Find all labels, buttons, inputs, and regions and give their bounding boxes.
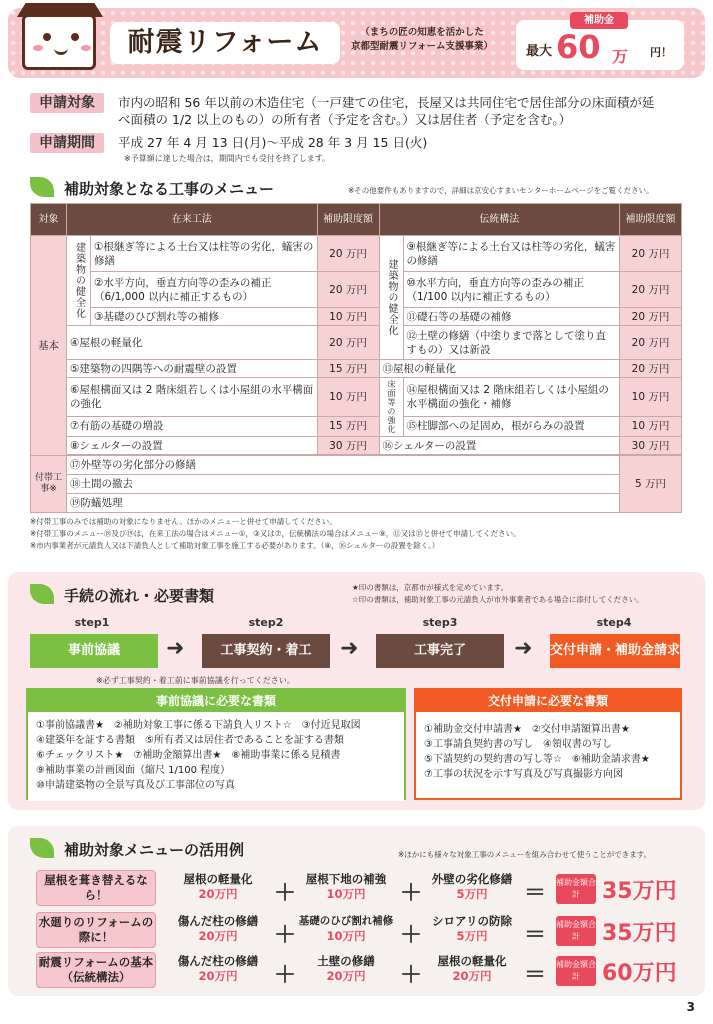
menu-item: ②水平方向，垂直方向等の歪みの補正（6/1,000 以内に補正するもの） bbox=[91, 272, 318, 308]
step3-box: 工事完了 bbox=[376, 634, 504, 668]
examples-heading: 補助対象メニューの活用例 bbox=[64, 841, 245, 859]
max-label: 最大 bbox=[526, 44, 553, 59]
col-target: 対象 bbox=[31, 204, 67, 236]
example-item: 基礎のひび割れ補修 10万円 bbox=[298, 915, 394, 943]
page-subtitle: （まちの匠の知恵を活かした 京都型耐震リフォーム支援事業） bbox=[350, 27, 494, 52]
example-item: 屋根の軽量化 20万円 bbox=[437, 954, 507, 983]
category-additional: 付帯工事※ bbox=[31, 456, 67, 513]
plus-icon: ＋ bbox=[400, 881, 423, 906]
period-note: ※予算額に達した場合は，期間内でも受付を終了します。 bbox=[124, 154, 331, 163]
plus-icon: ＋ bbox=[274, 881, 297, 906]
category-basic: 基本 bbox=[31, 236, 67, 456]
pre-docs-list bbox=[28, 712, 404, 801]
list-item: ⑥チェックリスト★ ⑦補助金額算出書★ ⑧補助事業に係る見積書 bbox=[36, 750, 341, 761]
menu-item: ③基礎のひび割れ等の補修 bbox=[91, 308, 318, 326]
menu-item: ⑩水平方向，垂直方向等の歪みの補正（1/100 以内に補正するもの） bbox=[403, 272, 620, 308]
plus-icon: ＋ bbox=[400, 923, 423, 948]
example-item: 傷んだ柱の修繕 20万円 bbox=[177, 914, 259, 943]
examples-note: ※ほかにも様々な対象工事のメニューを組み合わせて使うことができます。 bbox=[398, 850, 652, 859]
flow-heading: 手続の流れ・必要書類 bbox=[64, 587, 215, 605]
example-tag: 耐震リフォームの基本（伝統構法） bbox=[36, 952, 156, 988]
sub-dento: 建築物の健全化 bbox=[379, 236, 403, 360]
equals-icon: ＝ bbox=[524, 923, 547, 948]
menu-amount: 20 万円 bbox=[317, 236, 379, 272]
arrow-icon: ➜ bbox=[514, 636, 533, 661]
equals-icon: ＝ bbox=[524, 881, 547, 906]
page-title: 耐震リフォーム bbox=[110, 22, 340, 64]
menu-amount: 20 万円 bbox=[620, 326, 682, 360]
target-text: 市内の昭和 56 年以前の木造住宅（一戸建ての住宅，長屋又は共同住宅で居住部分の床面積が延 べ面積の 1/2 以上のもの）の所有者（予定を含む。）又は居住者（予定を含む。） bbox=[118, 95, 655, 127]
col-dento: 伝統構法 bbox=[379, 204, 620, 236]
app-docs-heading: 交付申請に必要な書類 bbox=[416, 690, 680, 712]
pre-docs-box bbox=[26, 688, 406, 800]
menu-item: ⑲防蟻処理 bbox=[67, 494, 620, 513]
menu-item: ⑱土間の撤去 bbox=[67, 475, 620, 494]
menu-amount: 20 万円 bbox=[620, 360, 682, 378]
menu-item: ①根継ぎ等による土台又は柱等の劣化，蟻害の修繕 bbox=[91, 236, 318, 272]
step-label: step3 bbox=[422, 616, 458, 629]
arrow-icon: ➜ bbox=[166, 636, 185, 661]
menu-item: ⑫土壁の修繕（中塗りまで落として塗り直すもの）又は新設 bbox=[403, 326, 620, 360]
list-item: ①事前協議書★ ②補助対象工事に係る下請負人リスト☆ ③付近見取図 bbox=[36, 720, 361, 731]
sub-dento-2: 床面等の強化 bbox=[379, 378, 403, 437]
example-total: 35万円 bbox=[602, 879, 677, 904]
app-docs-list bbox=[416, 712, 680, 790]
menu-amount: 20 万円 bbox=[620, 236, 682, 272]
plus-icon: ＋ bbox=[274, 963, 297, 988]
example-item: 傷んだ柱の修繕 20万円 bbox=[177, 954, 259, 983]
example-total: 35万円 bbox=[602, 921, 677, 946]
flow-note-1: ★印の書類は，京都市が様式を定めています。 bbox=[352, 583, 509, 592]
list-item: ①補助金交付申請書★ ②交付申請額算出書★ bbox=[424, 724, 630, 735]
period-label: 申請期間 bbox=[30, 133, 104, 153]
menu-item: ⑥屋根構面又は 2 階床組若しくは小屋組の水平構面の強化 bbox=[67, 378, 318, 417]
step-label: step1 bbox=[74, 616, 110, 629]
menu-amount: 10 万円 bbox=[620, 416, 682, 436]
menu-item: ⑭屋根構面又は 2 階床組若しくは小屋組の水平構面の強化・補修 bbox=[403, 378, 620, 417]
house-mascot-icon bbox=[22, 14, 96, 70]
period-text: 平成 27 年 4 月 13 日(月)～平成 28 年 3 月 15 日(火) bbox=[118, 135, 428, 150]
col-zairai: 在来工法 bbox=[67, 204, 318, 236]
menu-amount: 5 万円 bbox=[620, 456, 682, 513]
menu-item: ⑨根継ぎ等による土台又は柱等の劣化，蟻害の修繕 bbox=[403, 236, 620, 272]
list-item: ⑦工事の状況を示す写真及び写真撮影方向図 bbox=[424, 769, 623, 780]
page-number: 3 bbox=[686, 1000, 695, 1014]
menu-amount: 15 万円 bbox=[317, 416, 379, 436]
step-note: ※必ず工事契約・着工前に事前協議を行ってください。 bbox=[96, 676, 295, 685]
menu-footnote-2: ※付帯工事のメニュー⑱及び⑲は，在来工法の場合はメニュー①，③又は⑦，伝統構法の場合はメニュー⑨，⑪又は⑮と併せて申請してください。 bbox=[30, 529, 521, 538]
list-item: ④建築年を証する書類 ⑤所有者又は居住者であることを証する書類 bbox=[36, 735, 344, 746]
menu-amount: 20 万円 bbox=[317, 326, 379, 360]
menu-footnote-1: ※付帯工事のみでは補助の対象になりません。ほかのメニューと併せて申請してください。 bbox=[30, 517, 337, 526]
arrow-icon: ➜ bbox=[340, 636, 359, 661]
app-docs-box bbox=[414, 688, 682, 800]
list-item: ⑩申請建築物の全景写真及び工事部位の写真 bbox=[36, 780, 235, 791]
menu-amount: 30 万円 bbox=[317, 437, 379, 455]
menu-table bbox=[30, 203, 682, 513]
menu-amount: 30 万円 bbox=[620, 437, 682, 455]
total-badge: 補助金額合計 bbox=[556, 956, 596, 986]
menu-item: ⑦有筋の基礎の増設 bbox=[67, 416, 318, 436]
subsidy-badge: 補助金 bbox=[570, 12, 628, 29]
menu-item: ④屋根の軽量化 bbox=[67, 326, 318, 360]
menu-amount: 20 万円 bbox=[620, 272, 682, 308]
menu-item: ⑮柱脚部への足固め，根がらみの設置 bbox=[403, 416, 620, 436]
menu-item: ⑤建築物の四隅等への耐震壁の設置 bbox=[67, 360, 318, 378]
menu-amount: 20 万円 bbox=[620, 308, 682, 326]
total-badge: 補助金額合計 bbox=[556, 916, 596, 946]
example-item: 屋根の軽量化 20万円 bbox=[183, 872, 253, 901]
list-item: ⑨補助事業の計画図面（縮尺 1/100 程度） bbox=[36, 765, 231, 776]
step-label: step2 bbox=[248, 616, 284, 629]
target-label: 申請対象 bbox=[30, 93, 104, 113]
menu-item: ⑯シェルターの設置 bbox=[379, 437, 620, 455]
menu-amount: 15 万円 bbox=[317, 360, 379, 378]
menu-heading-note: ※その他要件もありますので，詳細は京安心すまいセンターホームページをご覧ください。 bbox=[348, 186, 654, 195]
menu-footnote-3: ※市内事業者が元請負人又は下請負人として補助対象工事を施工する必要があります。（⑧，⑯シェルターの設置を除く。） bbox=[30, 541, 440, 550]
step2-box: 工事契約・着工 bbox=[202, 634, 330, 668]
menu-item: ⑰外壁等の劣化部分の修繕 bbox=[67, 456, 620, 475]
max-amount: 60 bbox=[556, 28, 601, 66]
menu-amount: 10 万円 bbox=[620, 378, 682, 417]
example-total: 60万円 bbox=[602, 961, 677, 986]
max-unit: 万 bbox=[612, 47, 629, 66]
menu-item: ⑬屋根の軽量化 bbox=[379, 360, 620, 378]
step1-box: 事前協議 bbox=[30, 634, 158, 668]
example-item: シロアリの防除 5万円 bbox=[431, 914, 513, 943]
col-limit: 補助限度額 bbox=[317, 204, 379, 236]
example-tag: 屋根を葺き替えるなら！ bbox=[36, 870, 156, 906]
example-item: 土壁の修繕 20万円 bbox=[317, 954, 375, 983]
col-limit-2: 補助限度額 bbox=[620, 204, 682, 236]
menu-amount: 10 万円 bbox=[317, 308, 379, 326]
equals-icon: ＝ bbox=[524, 963, 547, 988]
menu-item: ⑪礎石等の基礎の補修 bbox=[403, 308, 620, 326]
total-badge: 補助金額合計 bbox=[556, 874, 596, 904]
plus-icon: ＋ bbox=[400, 963, 423, 988]
sub-zairai: 建築物の健全化 bbox=[67, 236, 91, 326]
menu-amount: 20 万円 bbox=[317, 272, 379, 308]
list-item: ⑤下請契約の契約書の写し等☆ ⑥補助金請求書★ bbox=[424, 754, 650, 765]
example-item: 外壁の劣化修繕 5万円 bbox=[431, 872, 513, 901]
example-tag: 水廻りのリフォームの際に！ bbox=[36, 912, 156, 948]
step4-box: 交付申請・補助金請求 bbox=[550, 634, 680, 668]
flow-note-2: ☆印の書類は，補助対象工事の元請負人が市外事業者である場合に添付してください。 bbox=[352, 595, 644, 604]
menu-item: ⑧シェルターの設置 bbox=[67, 437, 318, 455]
leaf-icon bbox=[30, 177, 54, 197]
list-item: ③工事請負契約書の写し ④領収書の写し bbox=[424, 739, 612, 750]
menu-heading: 補助対象となる工事のメニュー bbox=[64, 180, 275, 198]
example-item: 屋根下地の補強 10万円 bbox=[305, 872, 387, 901]
plus-icon: ＋ bbox=[274, 923, 297, 948]
menu-amount: 10 万円 bbox=[317, 378, 379, 417]
step-label: step4 bbox=[596, 616, 632, 629]
max-yen: 円！ bbox=[650, 46, 672, 59]
pre-docs-heading: 事前協議に必要な書類 bbox=[28, 690, 404, 712]
